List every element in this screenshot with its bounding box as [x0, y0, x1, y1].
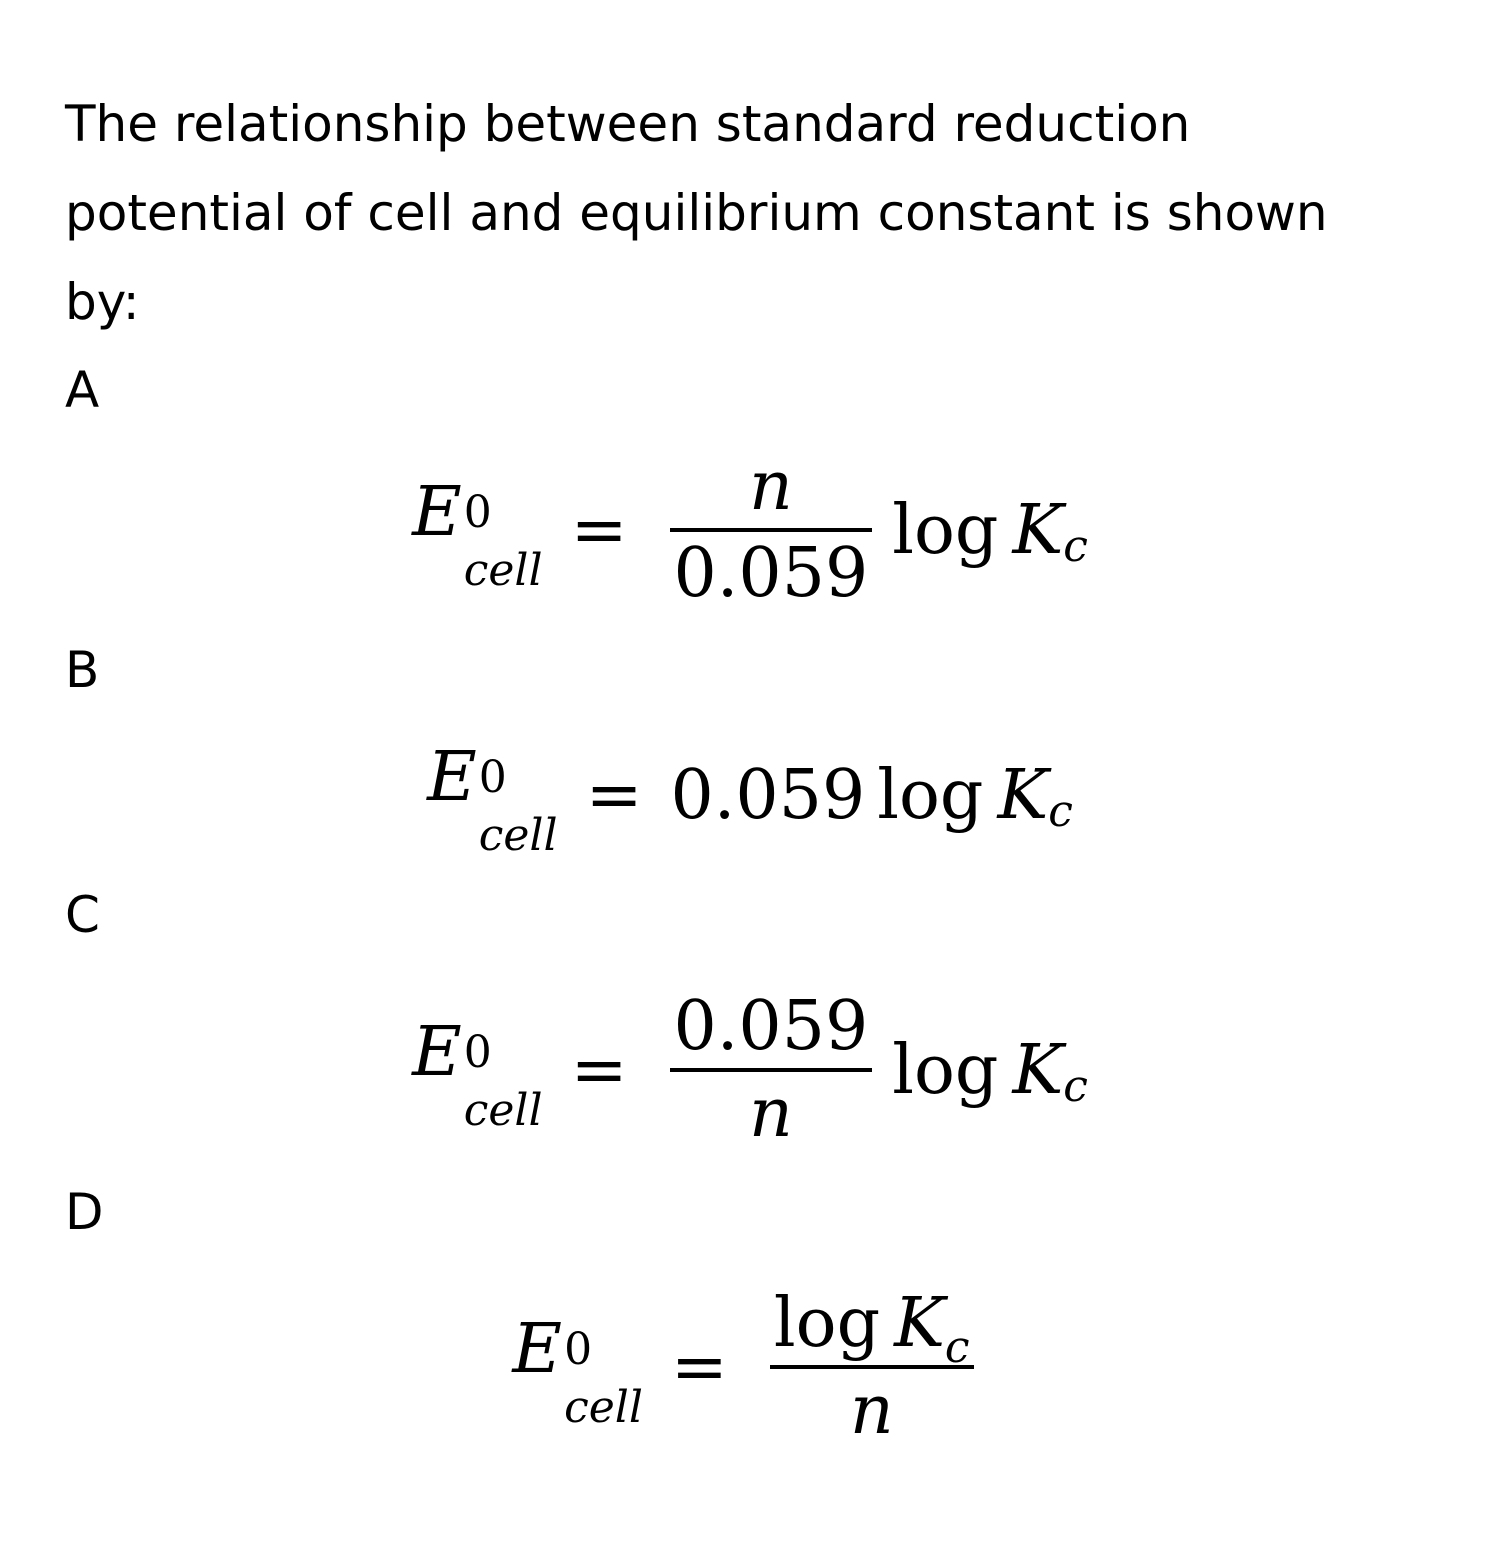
lhs-subscript: cell [478, 810, 558, 861]
option-a-label[interactable]: A [65, 361, 100, 419]
lhs-e-cell [412, 473, 543, 596]
fraction-numerator [770, 1283, 974, 1373]
option-d-equation[interactable] [0, 1282, 1500, 1452]
k-subscript: c [944, 1321, 970, 1373]
k-subscript: c [1063, 1060, 1088, 1112]
lhs-subscript: cell [564, 1382, 643, 1433]
option-c-equation[interactable] [0, 985, 1500, 1155]
fraction [770, 1283, 974, 1450]
coefficient: 0.059 [670, 755, 866, 835]
lhs-subscript: cell [463, 545, 543, 596]
lhs-symbol: E [412, 1013, 462, 1092]
lhs-symbol: E [412, 473, 462, 552]
equals-sign: = [670, 1327, 728, 1407]
fraction [670, 446, 873, 613]
lhs-superscript: 0 [463, 1027, 492, 1078]
k-symbol: K [894, 1283, 945, 1363]
fraction-numerator: 0.059 [673, 986, 869, 1066]
fraction [670, 986, 873, 1153]
log-operator: log [892, 490, 999, 570]
lhs-e-cell [412, 1013, 543, 1136]
lhs-symbol: E [427, 738, 477, 817]
log-operator: log [892, 1030, 999, 1110]
equals-sign: = [585, 755, 643, 835]
fraction-numerator: n [748, 446, 793, 526]
k-symbol: K [997, 755, 1049, 835]
k-symbol: K [1012, 490, 1064, 570]
lhs-e-cell [427, 738, 558, 861]
lhs-e-cell [512, 1310, 643, 1433]
option-d-label[interactable]: D [65, 1183, 104, 1241]
lhs-superscript: 0 [478, 752, 507, 803]
k-subscript: c [1048, 785, 1073, 837]
log-operator: log [773, 1283, 881, 1363]
option-b-equation[interactable] [0, 710, 1500, 880]
option-b-label[interactable]: B [65, 641, 100, 699]
lhs-superscript: 0 [463, 487, 492, 538]
fraction-denominator: n [770, 1365, 974, 1446]
equals-sign: = [570, 1030, 628, 1110]
fraction-denominator: n [670, 1068, 873, 1149]
option-a-equation[interactable] [0, 445, 1500, 615]
lhs-superscript: 0 [564, 1324, 593, 1375]
k-symbol: K [1012, 1030, 1064, 1110]
fraction-denominator: 0.059 [670, 528, 873, 609]
question-text: The relationship between standard reduction potential of cell and equilibrium constant is shown by: [65, 95, 1328, 331]
option-c-label[interactable]: C [65, 886, 100, 944]
log-operator: log [877, 755, 984, 835]
equals-sign: = [570, 490, 628, 570]
lhs-subscript: cell [463, 1085, 543, 1136]
k-subscript: c [1063, 520, 1088, 572]
lhs-symbol: E [512, 1310, 563, 1389]
